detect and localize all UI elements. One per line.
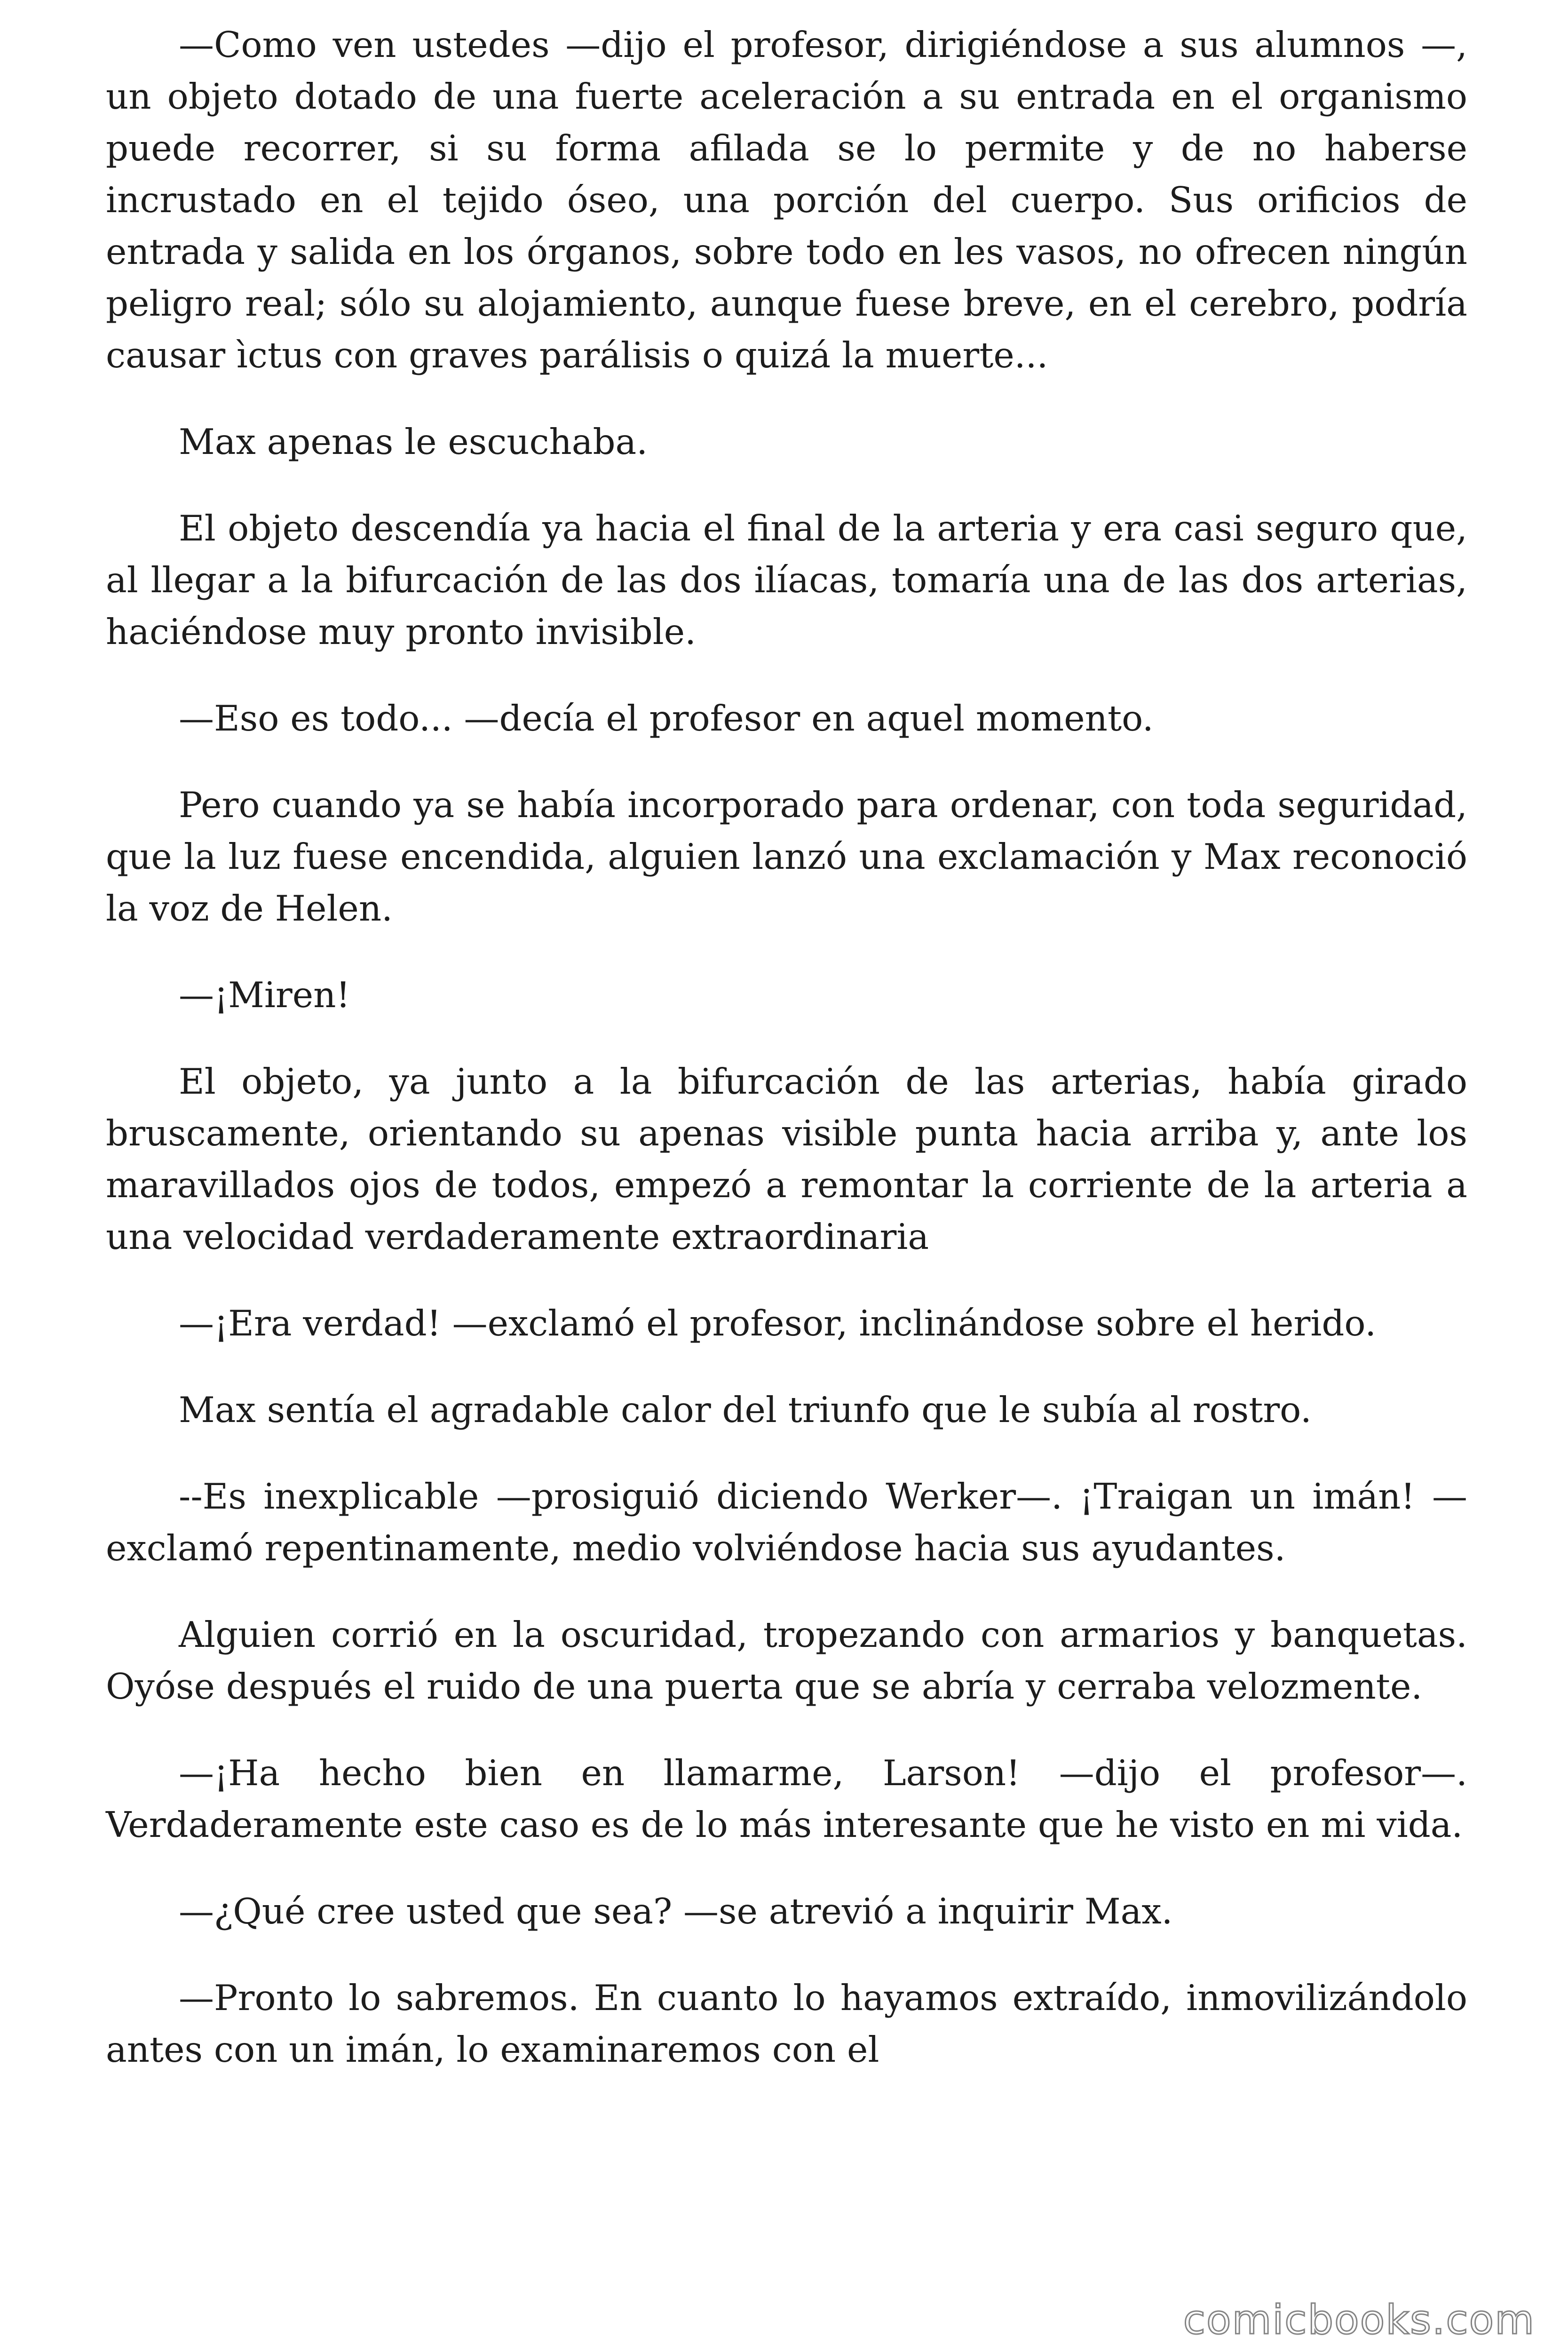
paragraph-9: Max sentía el agradable calor del triunfo que le subía al rostro. — [179, 1389, 1312, 1430]
paragraph-8: —¡Era verdad! —exclamó el profesor, inclinándose sobre el herido. — [179, 1303, 1377, 1344]
watermark: comicbooks.com — [1183, 2296, 1535, 2344]
paragraph-10: --Es inexplicable —prosiguió diciendo Werker—. ¡Traigan un imán! —exclamó repentinamente, medio volviéndose hacia sus ayudantes. — [106, 1476, 1467, 1569]
paragraph-2: Max apenas le escuchaba. — [179, 421, 648, 462]
paragraph-11: Alguien corrió en la oscuridad, tropezando con armarios y banquetas. Oyóse después el ruido de una puerta que se abría y cerraba velozmente. — [106, 1614, 1467, 1707]
paragraph-7: El objeto, ya junto a la bifurcación de las arterias, había girado bruscamente, orientando su apenas visible punta hacia arriba y, ante los maravillados ojos de todos, empezó a remontar la corriente de la arteria a una velocidad verdaderamente extraordinaria — [106, 1061, 1467, 1257]
paragraph-1: —Como ven ustedes —dijo el profesor, dirigiéndose a sus alumnos —, un objeto dotado de una fuerte aceleración a su entrada en el organismo puede recorrer, si su forma afilada se lo permite y de no haberse incrustado en el tejido óseo, una porción del cuerpo. Sus orificios de entrada y salida en los órganos, sobre todo en les vasos, no ofrecen ningún peligro real; sólo su alojamiento, aunque fuese breve, en el cerebro, podría causar ìctus con graves parálisis o quizá la muerte... — [106, 24, 1467, 376]
paragraph-6: —¡Miren! — [179, 974, 350, 1016]
paragraph-4: —Eso es todo... —decía el profesor en aquel momento. — [179, 698, 1154, 739]
paragraph-5: Pero cuando ya se había incorporado para ordenar, con toda seguridad, que la luz fuese encendida, alguien lanzó una exclamación y Max reconoció la voz de Helen. — [106, 784, 1467, 929]
paragraph-14: —Pronto lo sabremos. En cuanto lo hayamos extraído, inmovilizándolo antes con un imán, lo examinaremos con el — [106, 1977, 1467, 2070]
paragraph-13: —¿Qué cree usted que sea? —se atrevió a inquirir Max. — [179, 1891, 1173, 1932]
book-page — [106, 19, 1467, 2324]
paragraph-3: El objeto descendía ya hacia el final de la arteria y era casi seguro que, al llegar a la bifurcación de las dos ilíacas, tomaría una de las dos arterias, haciéndose muy pronto invisible. — [106, 508, 1467, 652]
paragraph-12: —¡Ha hecho bien en llamarme, Larson! —dijo el profesor—. Verdaderamente este caso es de lo más interesante que he visto en mi vida. — [106, 1752, 1467, 1845]
